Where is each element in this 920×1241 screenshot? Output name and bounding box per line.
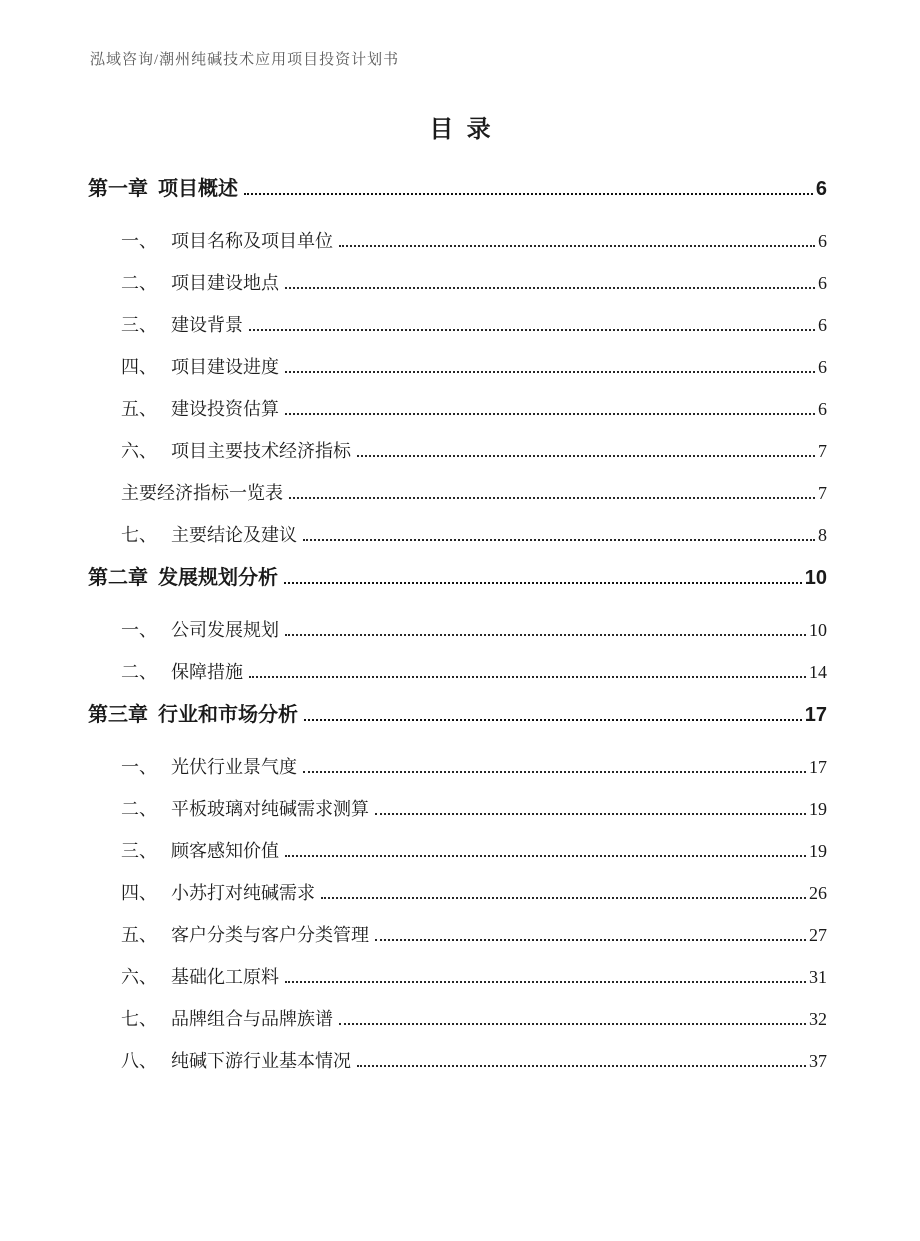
dot-leader	[321, 897, 806, 899]
toc-entry-title: 建设背景	[171, 315, 243, 335]
toc-entry-title: 项目建设进度	[171, 357, 279, 377]
toc-entry-number: 七、	[121, 1009, 157, 1029]
dot-leader	[285, 413, 815, 415]
dot-leader	[285, 634, 806, 636]
toc-entry-number: 一、	[121, 757, 157, 777]
toc-entry-number: 二、	[121, 799, 157, 819]
dot-leader	[285, 287, 815, 289]
dot-leader	[375, 813, 806, 815]
toc-entry-title: 保障措施	[171, 662, 243, 682]
toc-item-row[interactable]	[88, 965, 827, 989]
dot-leader	[304, 719, 802, 721]
page-number: 17	[804, 704, 827, 726]
toc-entry-title: 主要结论及建议	[171, 525, 297, 545]
toc-entry-number: 三、	[121, 315, 157, 335]
toc-item-row[interactable]	[88, 797, 827, 821]
dot-leader	[375, 939, 806, 941]
toc-item-row[interactable]	[88, 1007, 827, 1031]
page-number: 7	[818, 441, 827, 461]
toc-item-row[interactable]	[88, 355, 827, 379]
page-number: 27	[809, 925, 827, 945]
dot-leader	[249, 329, 815, 331]
toc-entry-title: 主要经济指标一览表	[121, 483, 283, 503]
table-of-contents	[88, 176, 827, 1073]
dot-leader	[303, 539, 815, 541]
toc-entry-title: 平板玻璃对纯碱需求测算	[171, 799, 369, 819]
page-number: 26	[809, 883, 827, 903]
page-number: 6	[818, 273, 827, 293]
toc-entry-title: 项目主要技术经济指标	[171, 441, 351, 461]
page-number: 7	[818, 483, 827, 503]
dot-leader	[339, 1023, 806, 1025]
toc-entry-number: 八、	[121, 1051, 157, 1071]
toc-entry-title: 发展规划分析	[158, 567, 278, 589]
toc-item-row[interactable]	[88, 660, 827, 684]
toc-item-row[interactable]	[88, 229, 827, 253]
page-number: 14	[809, 662, 827, 682]
dot-leader	[244, 193, 813, 195]
toc-entry-number: 五、	[121, 399, 157, 419]
toc-entry-number: 七、	[121, 525, 157, 545]
toc-item-row[interactable]	[88, 481, 827, 505]
toc-entry-number: 第一章	[88, 178, 148, 200]
toc-entry-title: 行业和市场分析	[158, 704, 298, 726]
toc-entry-number: 一、	[121, 231, 157, 251]
toc-entry-number: 第二章	[88, 567, 148, 589]
toc-item-row[interactable]	[88, 839, 827, 863]
page-number: 19	[809, 799, 827, 819]
dot-leader	[339, 245, 815, 247]
page-number: 6	[815, 178, 827, 200]
toc-entry-title: 建设投资估算	[171, 399, 279, 419]
toc-chapter-row[interactable]	[88, 702, 827, 728]
toc-chapter-row[interactable]	[88, 176, 827, 202]
toc-entry-title: 品牌组合与品牌族谱	[171, 1009, 333, 1029]
dot-leader	[285, 981, 806, 983]
page-number: 8	[818, 525, 827, 545]
toc-item-row[interactable]	[88, 618, 827, 642]
toc-entry-number: 一、	[121, 620, 157, 640]
toc-item-row[interactable]	[88, 923, 827, 947]
page-number: 31	[809, 967, 827, 987]
page-number: 10	[809, 620, 827, 640]
dot-leader	[285, 855, 806, 857]
toc-item-row[interactable]	[88, 755, 827, 779]
toc-entry-number: 第三章	[88, 704, 148, 726]
toc-item-row[interactable]	[88, 397, 827, 421]
toc-item-row[interactable]	[88, 1049, 827, 1073]
toc-entry-title: 项目建设地点	[171, 273, 279, 293]
dot-leader	[249, 676, 806, 678]
page-number: 6	[818, 357, 827, 377]
toc-item-row[interactable]	[88, 523, 827, 547]
toc-entry-title: 基础化工原料	[171, 967, 279, 987]
toc-entry-title: 顾客感知价值	[171, 841, 279, 861]
toc-entry-number: 六、	[121, 441, 157, 461]
toc-entry-title: 纯碱下游行业基本情况	[171, 1051, 351, 1071]
toc-entry-title: 公司发展规划	[171, 620, 279, 640]
page-number: 32	[809, 1009, 827, 1029]
dot-leader	[357, 455, 815, 457]
dot-leader	[284, 582, 802, 584]
dot-leader	[303, 771, 806, 773]
document-page	[0, 50, 920, 1241]
page-number: 19	[809, 841, 827, 861]
page-number: 37	[809, 1051, 827, 1071]
page-number: 17	[809, 757, 827, 777]
toc-entry-title: 光伏行业景气度	[171, 757, 297, 777]
document-header-text: 泓域咨询/潮州纯碱技术应用项目投资计划书	[90, 52, 400, 68]
dot-leader	[357, 1065, 806, 1067]
toc-entry-title: 项目概述	[158, 178, 238, 200]
page-number: 6	[818, 231, 827, 251]
page-number: 10	[804, 567, 827, 589]
toc-item-row[interactable]	[88, 881, 827, 905]
toc-entry-number: 二、	[121, 662, 157, 682]
toc-entry-number: 六、	[121, 967, 157, 987]
page-number: 6	[818, 399, 827, 419]
toc-entry-number: 二、	[121, 273, 157, 293]
toc-entry-title: 项目名称及项目单位	[171, 231, 333, 251]
toc-item-row[interactable]	[88, 439, 827, 463]
toc-item-row[interactable]	[88, 313, 827, 337]
dot-leader	[289, 497, 815, 499]
toc-entry-number: 四、	[121, 357, 157, 377]
toc-chapter-row[interactable]	[88, 565, 827, 591]
dot-leader	[285, 371, 815, 373]
toc-item-row[interactable]	[88, 271, 827, 295]
toc-entry-title: 客户分类与客户分类管理	[171, 925, 369, 945]
toc-title: 目录	[429, 117, 504, 143]
toc-entry-title: 小苏打对纯碱需求	[171, 883, 315, 903]
toc-entry-number: 三、	[121, 841, 157, 861]
page-number: 6	[818, 315, 827, 335]
toc-entry-number: 四、	[121, 883, 157, 903]
toc-entry-number: 五、	[121, 925, 157, 945]
